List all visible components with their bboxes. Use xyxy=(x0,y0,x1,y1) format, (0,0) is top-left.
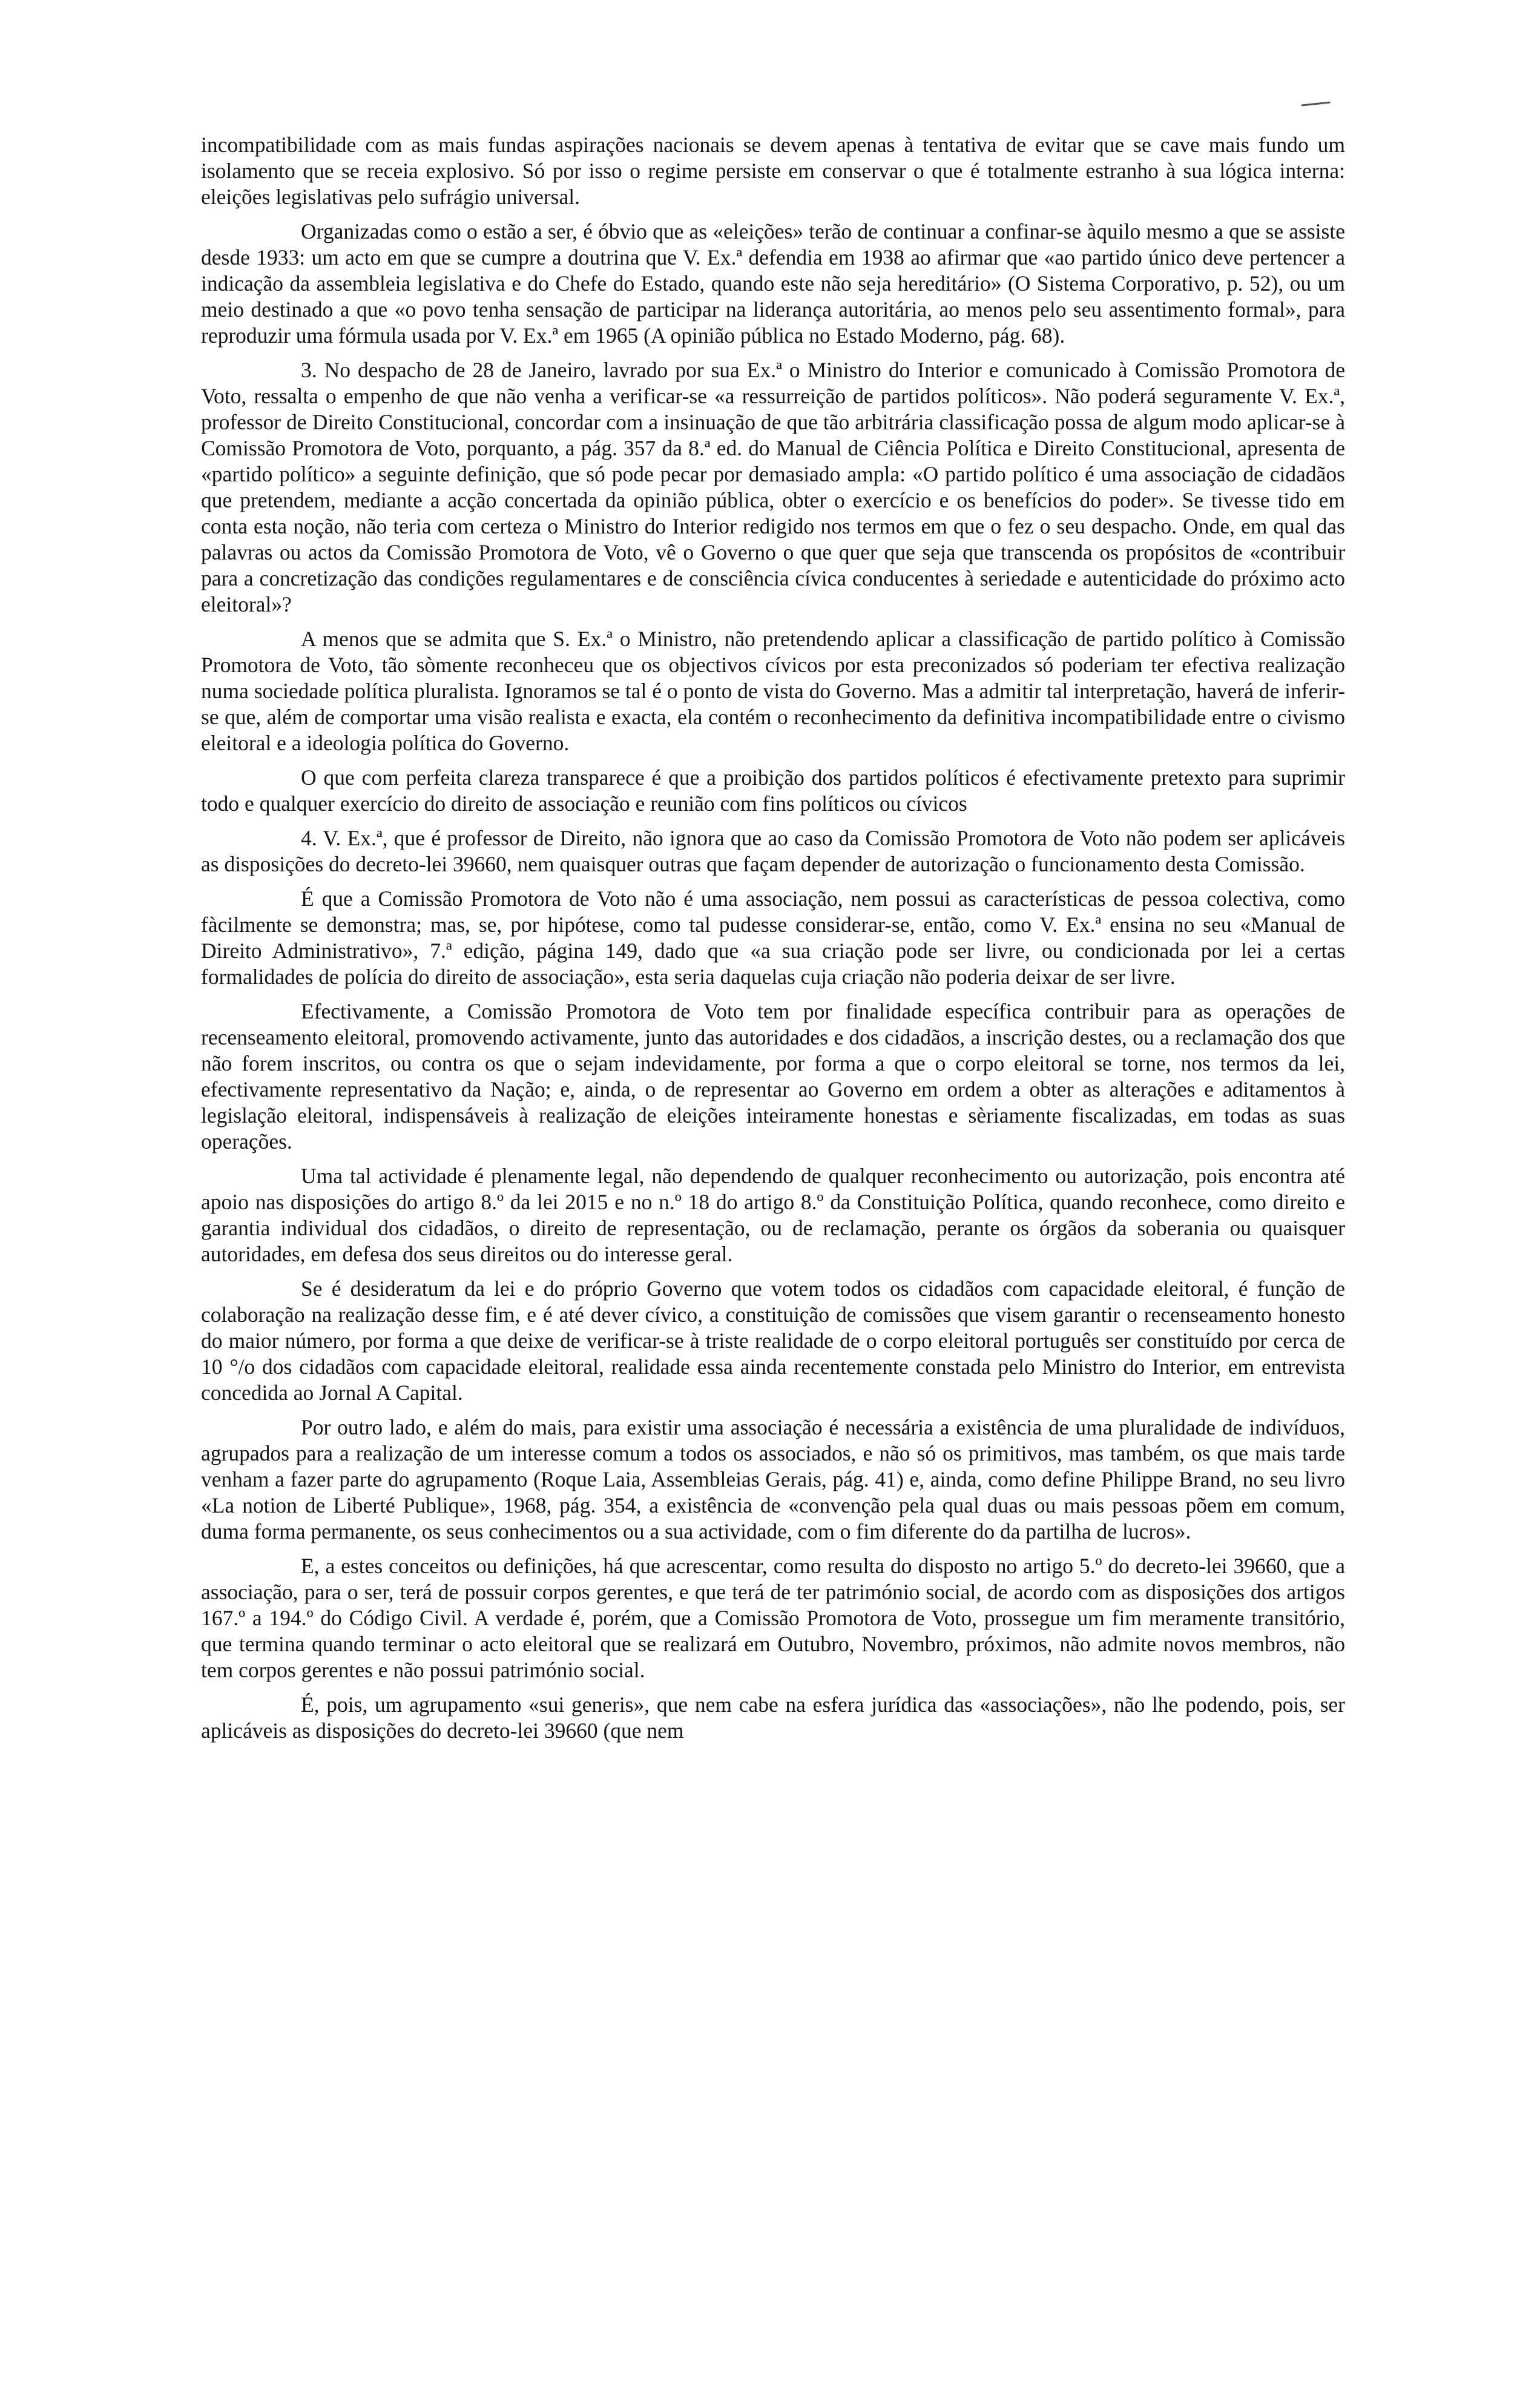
paragraph-efectivamente: Efectivamente, a Comissão Promotora de Voto tem por finalidade específica contribuir para as operações de recenseamento eleitoral, promovendo activamente, junto das autoridades e dos cidadãos, a inscrição destes, ou a reclamação dos que não forem inscritos, ou contra os que o sejam indevidamente, por forma a que o corpo eleitoral se torne, nos termos da lei, efectivamente representativo da Nação; e, ainda, o de representar ao Governo em ordem a obter as alterações e aditamentos à legislação eleitoral, indispensáveis à realização de eleições inteiramente honestas e sèriamente fiscalizadas, em todas as suas operações. xyxy=(201,999,1345,1154)
paragraph-intro: incompatibilidade com as mais fundas aspirações nacionais se devem apenas à tentativa de evitar que se cave mais fundo um isolamento que se receia explosivo. Só por isso o regime persiste em conservar o que é totalmente estranho à sua lógica interna: eleições legislativas pelo sufrágio universal. xyxy=(201,133,1345,209)
paragraph-desideratum: Se é desideratum da lei e do próprio Governo que votem todos os cidadãos com capacidade eleitoral, é função de colaboração na realização desse fim, e é até dever cívico, a constituição de comissões que visem garantir o recenseamento honesto do maior número, por forma a que deixe de verificar-se à triste realidade de o corpo eleitoral português ser constituído por cerca de 10 °/o dos cidadãos com capacidade eleitoral, realidade essa ainda recentemente constada pelo Ministro do Interior, em entrevista concedida ao Jornal A Capital. xyxy=(201,1276,1345,1405)
paragraph-actividade: Uma tal actividade é plenamente legal, não dependendo de qualquer reconhecimento ou autorização, pois encontra até apoio nas disposições do artigo 8.º da lei 2015 e no n.º 18 do artigo 8.º da Constituição Política, quando reconhece, como direito e garantia individual dos cidadãos, o direito de representação, ou de reclamação, perante os órgãos da soberania ou quaisquer autoridades, em defesa dos seus direitos ou do interesse geral. xyxy=(201,1164,1345,1266)
paragraph-outro-lado: Por outro lado, e além do mais, para existir uma associação é necessária a existência de uma pluralidade de indivíduos, agrupados para a realização de um interesse comum a todos os associados, e não só os primitivos, mas também, os que mais tarde venham a fazer parte do agrupamento (Roque Laia, Assembleias Gerais, pág. 41) e, ainda, como define Philippe Brand, no seu livro «La notion de Liberté Publique», 1968, pág. 354, a existência de «convenção pela qual duas ou mais pessoas põem em comum, duma forma permanente, os seus conhecimentos ou a sua actividade, com o fim diferente do da partilha de lucros». xyxy=(201,1415,1345,1543)
paragraph-clareza: O que com perfeita clareza transparece é que a proibição dos partidos políticos é efectivamente pretexto para suprimir todo e qualquer exercício do direito de associação e reunião com fins políticos ou cívicos xyxy=(201,765,1345,816)
paragraph-section-4: 4. V. Ex.ª, que é professor de Direito, não ignora que ao caso da Comissão Promotora de Voto não podem ser aplicáveis as disposições do decreto-lei 39660, nem quaisquer outras que façam depender de autorização o funcionamento desta Comissão. xyxy=(201,826,1345,876)
paragraph-section-3: 3. No despacho de 28 de Janeiro, lavrado por sua Ex.ª o Ministro do Interior e comunicado à Comissão Promotora de Voto, ressalta o empenho de que não venha a verificar-se «a ressurreição de partidos políticos». Não poderá seguramente V. Ex.ª, professor de Direito Constitucional, concordar com a insinuação de que tão arbitrária classificação possa de algum modo aplicar-se à Comissão Promotora de Voto, porquanto, a pág. 357 da 8.ª ed. do Manual de Ciência Política e Direito Constitucional, apresenta de «partido político» a seguinte definição, que só pode pecar por demasiado ampla: «O partido político é uma associação de cidadãos que pretendem, mediante a acção concertada da opinião pública, obter o exercício e os benefícios do poder». Se tivesse tido em conta esta noção, não teria com certeza o Ministro do Interior redigido nos termos em que o fez o seu despacho. Onde, em qual das palavras ou actos da Comissão Promotora de Voto, vê o Governo o que quer que seja que transcenda os propósitos de «contribuir para a concretização das condições regulamentares e de consciência cívica conducentes à seriedade e autenticidade do próximo acto eleitoral»? xyxy=(201,358,1345,616)
paragraph-conceitos: E, a estes conceitos ou definições, há que acrescentar, como resulta do disposto no artigo 5.º do decreto-lei 39660, que a associação, para o ser, terá de possuir corpos gerentes, e que terá de ter património social, de acordo com as disposições dos artigos 167.º a 194.º do Código Civil. A verdade é, porém, que a Comissão Promotora de Voto, prossegue um fim meramente transitório, que termina quando terminar o acto eleitoral que se realizará em Outubro, Novembro, próximos, não admite novos membros, não tem corpos gerentes e não possui património social. xyxy=(201,1554,1345,1682)
paragraph-organizadas: Organizadas como o estão a ser, é óbvio que as «eleições» terão de continuar a confinar-se àquilo mesmo a que se assiste desde 1933: um acto em que se cumpre a doutrina que V. Ex.ª defendia em 1938 ao afirmar que «ao partido único deve pertencer a indicação da assembleia legislativa e do Chefe do Estado, quando este não seja hereditário» (O Sistema Corporativo, p. 52), ou um meio destinado a que «o povo tenha sensação de participar na liderança autoritária, ao menos pelo seu assentimento formal», para reproduzir uma fórmula usada por V. Ex.ª em 1965 (A opinião pública no Estado Moderno, pág. 68). xyxy=(201,219,1345,348)
paragraph-a-menos: A menos que se admita que S. Ex.ª o Ministro, não pretendendo aplicar a classificação de partido político à Comissão Promotora de Voto, tão sòmente reconheceu que os objectivos cívicos por esta preconizados só poderiam ter efectiva realização numa sociedade política pluralista. Ignoramos se tal é o ponto de vista do Governo. Mas a admitir tal interpretação, haverá de inferir-se que, além de comportar uma visão realista e exacta, ela contém o reconhecimento da definitiva incompatibilidade entre o civismo eleitoral e a ideologia política do Governo. xyxy=(201,627,1345,755)
paragraph-sui-generis: É, pois, um agrupamento «sui generis», que nem cabe na esfera jurídica das «associações», não lhe podendo, pois, ser aplicáveis as disposições do decreto-lei 39660 (que nem xyxy=(201,1692,1345,1743)
corner-mark xyxy=(1301,102,1331,110)
paragraph-associacao: É que a Comissão Promotora de Voto não é uma associação, nem possui as características de pessoa colectiva, como fàcilmente se demonstra; mas, se, por hipótese, como tal pudesse considerar-se, então, como V. Ex.ª ensina no seu «Manual de Direito Administrativo», 7.ª edição, página 149, dado que «a sua criação pode ser livre, ou condicionada por lei a certas formalidades de polícia do direito de associação», esta seria daquelas cuja criação não poderia deixar de ser livre. xyxy=(201,886,1345,989)
document-page xyxy=(201,132,1345,1752)
